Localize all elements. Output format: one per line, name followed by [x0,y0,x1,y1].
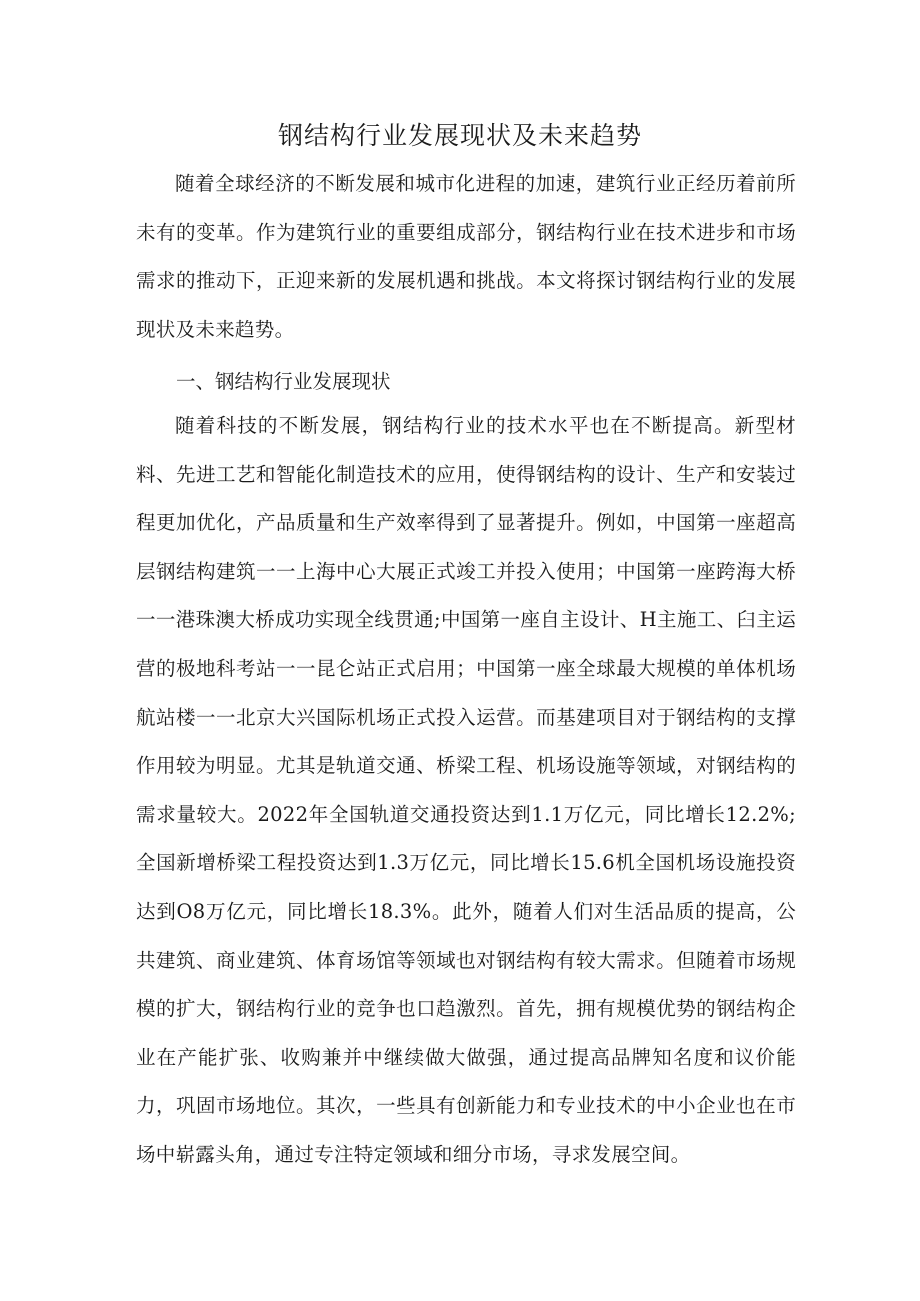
section-heading: 一、钢结构行业发展现状 [176,370,391,393]
section-body-paragraph: 随着科技的不断发展，钢结构行业的技术水平也在不断提高。新型材料、先进工艺和智能化制造技术的应用，使得钢结构的设计、生产和安装过程更加优化，产品质量和生产效率得到了显著提升。例如，中国第一座超高层钢结构建筑一一上海中心大展正式竣工并投入使用；中国第一座跨海大桥一一港珠澳大桥成功实现全线贯通;中国第一座自主设计、H主施工、臼主运营的极地科考站一一昆仑站正式启用；中国第一座全球最大规模的单体机场航站楼一一北京大兴国际机场正式投入运营。而基建项目对于钢结构的支撑作用较为明显。尤其是轨道交通、桥梁工程、机场设施等领域，对钢结构的需求量较大。2022年全国轨道交通投资达到1.1万亿元，同比增长12.2%;全国新增桥梁工程投资达到1.3万亿元，同比增长15.6机全国机场设施投资达到O8万亿元，同比增长18.3%。此外，随着人们对生活品质的提高，公共建筑、商业建筑、体育场馆等领域也对钢结构有较大需求。但随着市场规模的扩大，钢结构行业的竞争也口趋激烈。首先，拥有规模优势的钢结构企业在产能扩张、收购兼并中继续做大做强，通过提高品牌知名度和议价能力，巩固市场地位。其次，一些具有创新能力和专业技术的中小企业也在市场中崭露头角，通过专注特定领域和细分市场，寻求发展空间。 [136,414,796,1166]
intro-paragraph: 随着全球经济的不断发展和城市化进程的加速，建筑行业正经历着前所未有的变革。作为建筑行业的重要组成部分，钢结构行业在技术进步和市场需求的推动下，正迎来新的发展机遇和挑战。本文将探讨钢结构行业的发展现状及未来趋势。 [136,172,796,341]
document-title: 钢结构行业发展现状及未来趋势 [277,121,642,150]
